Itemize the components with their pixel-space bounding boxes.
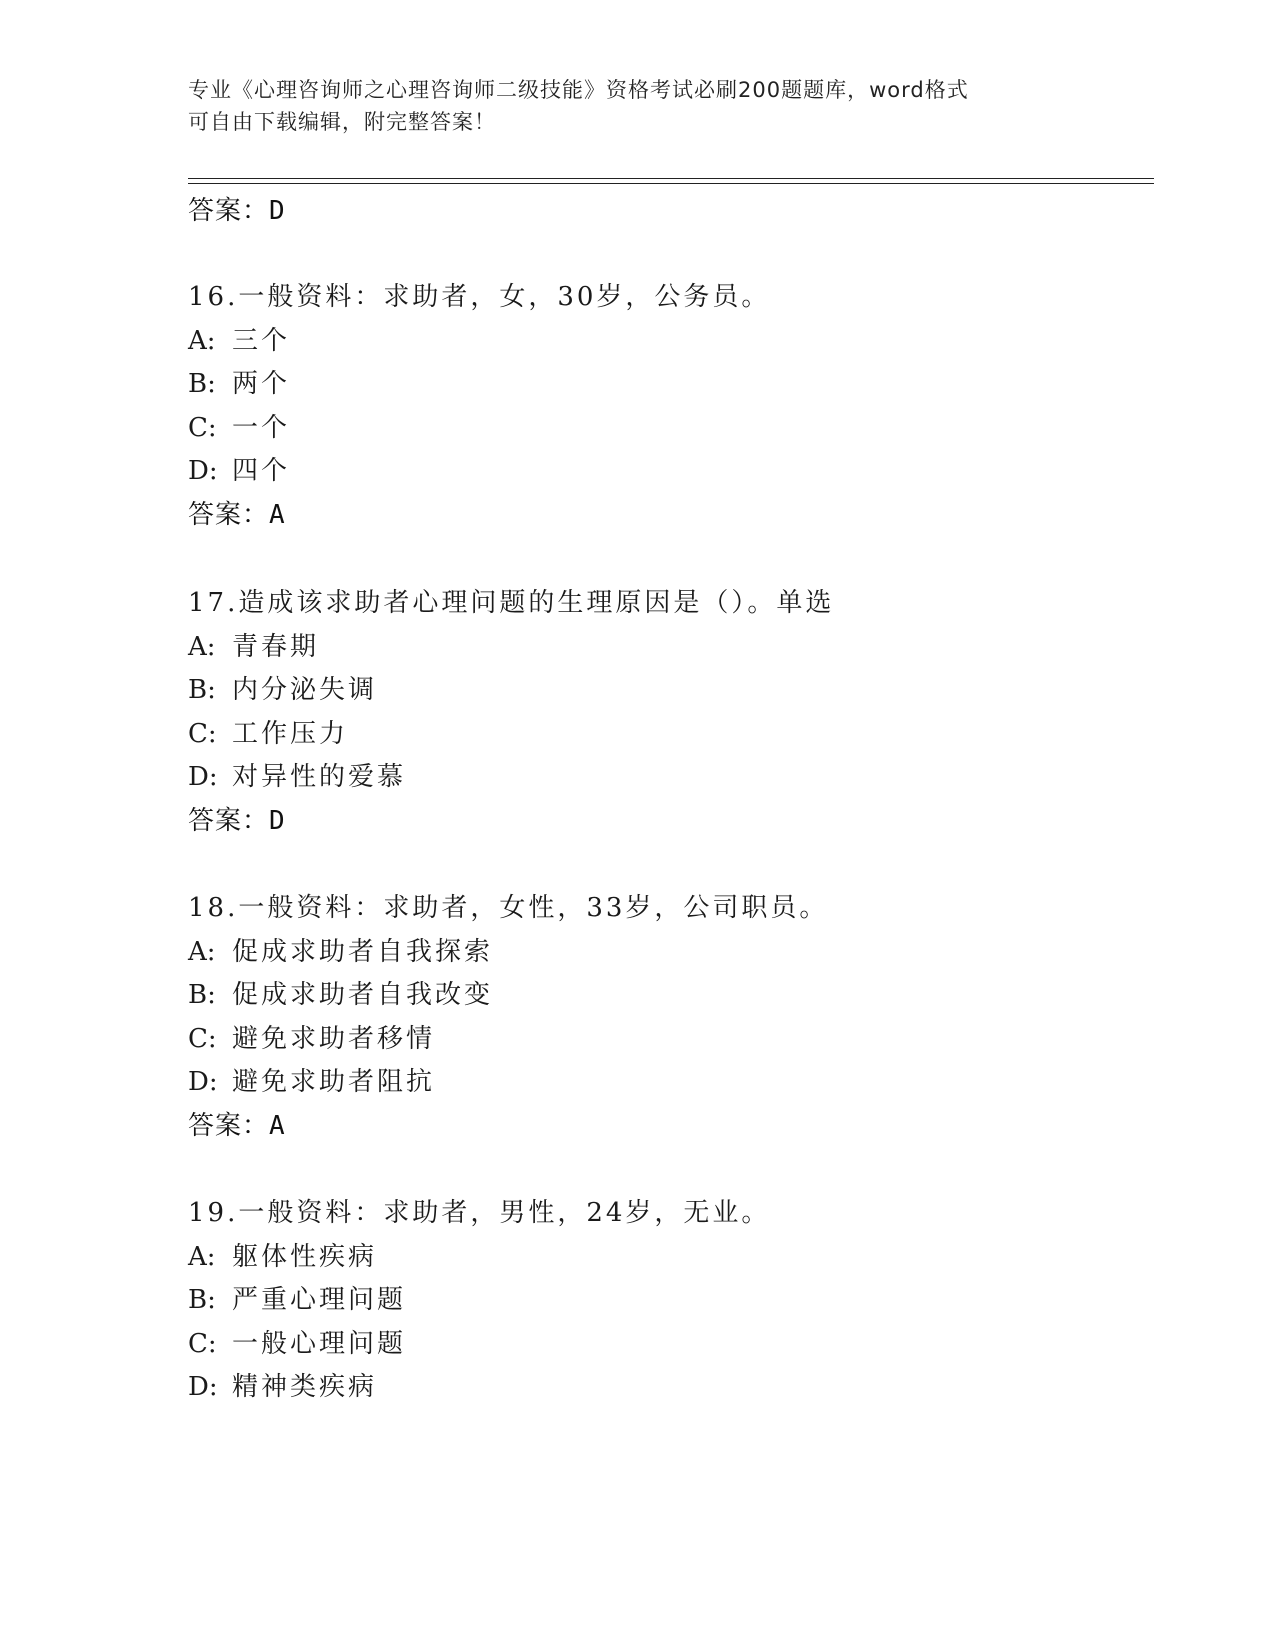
option-d	[188, 1061, 435, 1098]
option-a	[188, 1236, 377, 1273]
option-text: 内分泌失调	[232, 675, 378, 705]
option-b	[188, 974, 493, 1011]
option-letter: A:	[188, 937, 216, 967]
answer-line	[188, 1105, 286, 1142]
answer-label: 答案：	[188, 806, 270, 836]
option-d	[188, 1366, 377, 1403]
option-letter: C:	[188, 413, 217, 443]
document-header	[188, 74, 1088, 138]
answer-value: D	[269, 196, 286, 226]
option-text: 避免求助者移情	[232, 1024, 436, 1054]
option-a	[188, 320, 290, 357]
question-stem: 19.一般资料：求助者，男性，24岁，无业。	[188, 1198, 771, 1228]
option-a	[188, 931, 493, 968]
option-text: 三个	[232, 326, 291, 356]
option-c	[188, 407, 290, 444]
option-letter: D:	[188, 762, 218, 792]
option-c	[188, 1323, 406, 1360]
option-text: 工作压力	[232, 719, 349, 749]
option-letter: C:	[188, 1024, 217, 1054]
option-letter: A:	[188, 632, 216, 662]
answer-value: D	[269, 806, 286, 836]
option-text: 避免求助者阻抗	[232, 1067, 436, 1097]
answer-label: 答案：	[188, 500, 270, 530]
header-rule-bottom	[188, 183, 1154, 184]
answer-line	[188, 494, 286, 531]
option-text: 促成求助者自我探索	[232, 937, 494, 967]
answer-value: A	[269, 500, 286, 530]
option-text: 精神类疾病	[232, 1372, 378, 1402]
answer-line	[188, 800, 286, 837]
option-b	[188, 1279, 406, 1316]
option-letter: B:	[188, 369, 216, 399]
option-letter: A:	[188, 1242, 216, 1272]
answer-value: A	[269, 1111, 286, 1141]
option-a	[188, 626, 319, 663]
header-rule-top	[188, 178, 1154, 179]
option-text: 对异性的爱慕	[232, 762, 407, 792]
answer-line	[188, 190, 286, 227]
option-text: 四个	[232, 456, 291, 486]
header-line-1: 专业《心理咨询师之心理咨询师二级技能》资格考试必刷200题题库，word格式	[188, 78, 969, 102]
option-text: 一个	[232, 413, 291, 443]
question-stem: 18.一般资料：求助者，女性，33岁，公司职员。	[188, 893, 829, 923]
option-b	[188, 669, 377, 706]
option-d	[188, 450, 290, 487]
option-letter: B:	[188, 675, 216, 705]
option-text: 一般心理问题	[232, 1329, 407, 1359]
option-c	[188, 1018, 435, 1055]
option-letter: B:	[188, 980, 216, 1010]
option-letter: C:	[188, 719, 217, 749]
question-stem: 17.造成该求助者心理问题的生理原因是（）。单选	[188, 588, 835, 618]
option-text: 严重心理问题	[232, 1285, 407, 1315]
option-letter: D:	[188, 1372, 218, 1402]
option-letter: B:	[188, 1285, 216, 1315]
header-line-2: 可自由下载编辑，附完整答案！	[188, 110, 496, 134]
option-letter: D:	[188, 1067, 218, 1097]
option-c	[188, 713, 348, 750]
option-d	[188, 756, 406, 793]
option-letter: A:	[188, 326, 216, 356]
answer-label: 答案：	[188, 196, 270, 226]
option-text: 躯体性疾病	[232, 1242, 378, 1272]
answer-label: 答案：	[188, 1111, 270, 1141]
option-b	[188, 363, 290, 400]
option-text: 青春期	[232, 632, 320, 662]
option-letter: C:	[188, 1329, 217, 1359]
question-stem: 16.一般资料：求助者，女，30岁，公务员。	[188, 282, 771, 312]
option-letter: D:	[188, 456, 218, 486]
option-text: 两个	[232, 369, 291, 399]
option-text: 促成求助者自我改变	[232, 980, 494, 1010]
